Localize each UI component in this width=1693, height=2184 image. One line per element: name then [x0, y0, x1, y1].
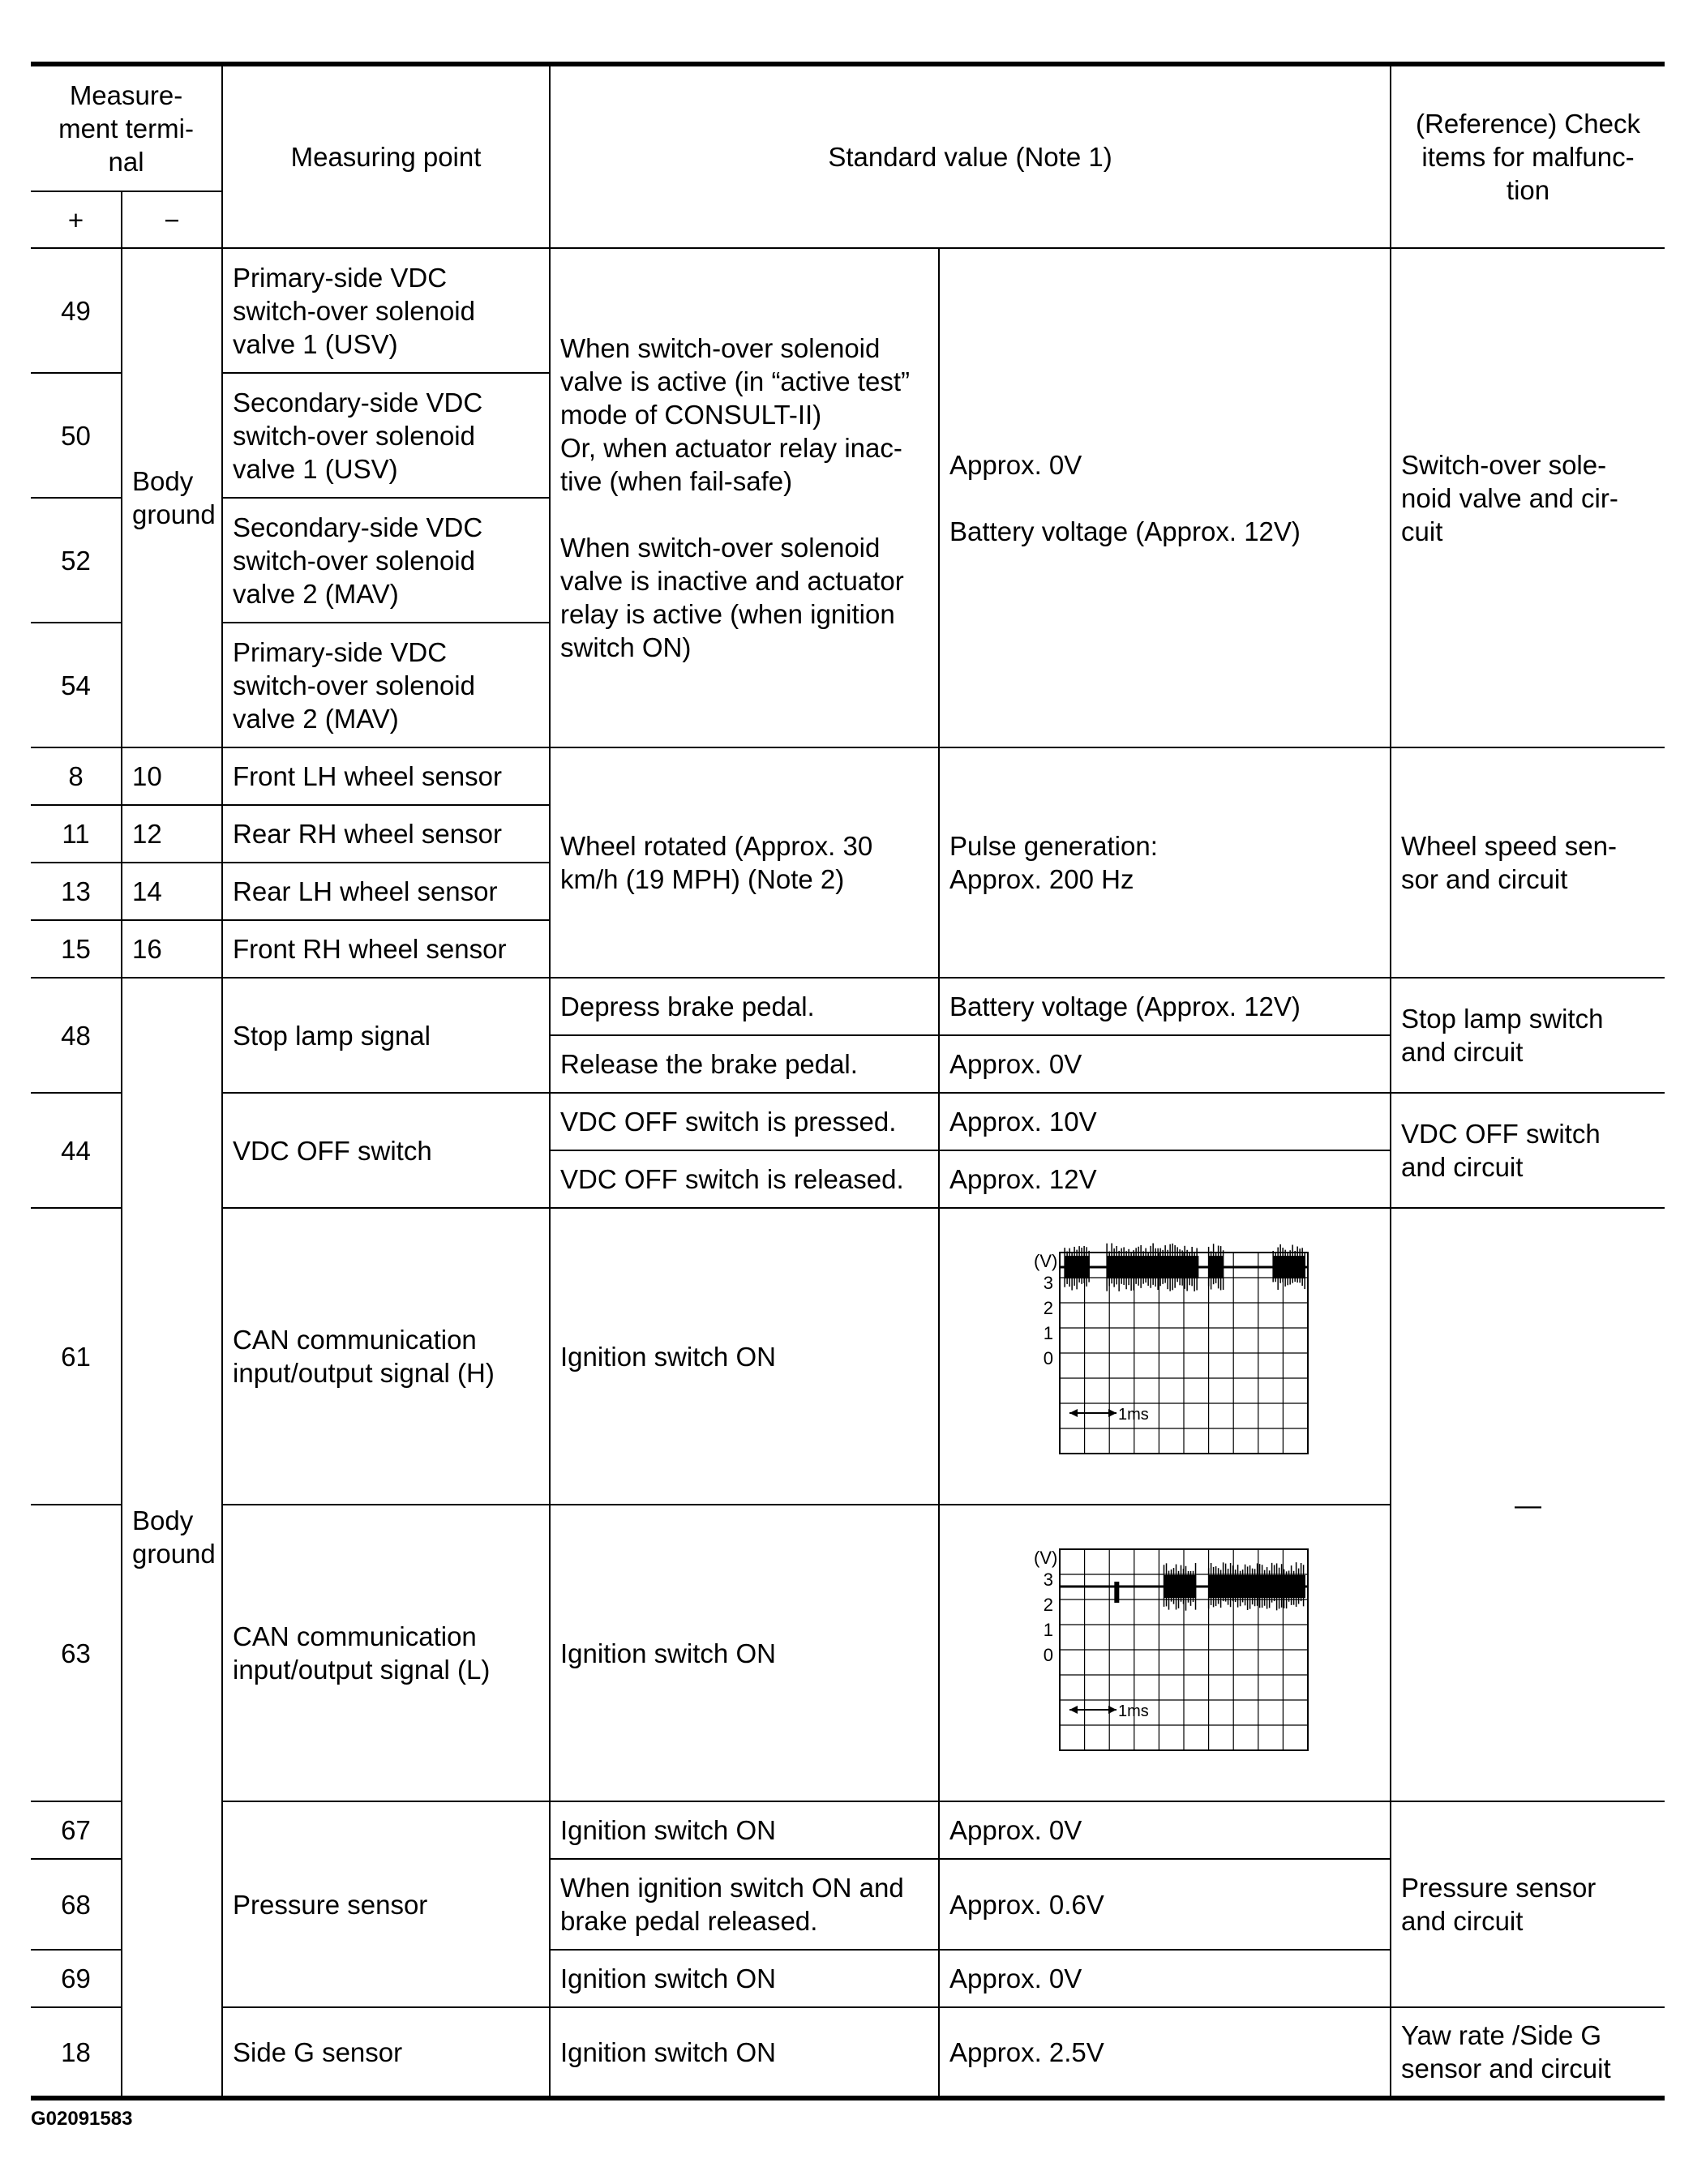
terminal-plus: 49: [31, 248, 122, 373]
standard-value: Approx. 0V: [939, 1801, 1391, 1859]
condition: Ignition switch ON: [550, 1505, 939, 1801]
check-item: Pressure sensor and circuit: [1391, 1801, 1665, 2007]
header-standard-value: Standard value (Note 1): [550, 64, 1391, 248]
header-measuring-point: Measuring point: [222, 64, 550, 248]
condition: When ignition switch ON and brake pedal released.: [550, 1859, 939, 1950]
figure-code: G02091583: [31, 2108, 133, 2130]
terminal-plus: 67: [31, 1801, 122, 1859]
header-plus: +: [31, 191, 122, 248]
standard-value: Approx. 0V: [939, 1950, 1391, 2007]
wheel-check: Wheel speed sen- sor and circuit: [1391, 747, 1665, 978]
condition: Ignition switch ON: [550, 1208, 939, 1505]
can-check-item: —: [1391, 1208, 1665, 1801]
check-item: Yaw rate /Side G sensor and circuit: [1391, 2007, 1665, 2098]
graph-y-tick: 1: [1043, 1620, 1053, 1640]
check-item: Stop lamp switch and circuit: [1391, 978, 1665, 1093]
time-scale-arrow: [1069, 1706, 1117, 1714]
terminal-plus: 52: [31, 498, 122, 623]
spec-document: [31, 62, 1665, 2100]
body-ground-lower: Body ground: [122, 978, 222, 2098]
terminal-plus: 68: [31, 1859, 122, 1950]
time-scale-label: 1ms: [1117, 1406, 1149, 1424]
header-check-items: (Reference) Check items for malfunc- tion: [1391, 64, 1665, 248]
graph-y-tick: 0: [1043, 1645, 1053, 1665]
terminal-plus: 69: [31, 1950, 122, 2007]
can-l-waveform: [1019, 1540, 1311, 1766]
terminal-minus: 14: [122, 863, 222, 920]
wheel-value: Pulse generation: Approx. 200 Hz: [939, 747, 1391, 978]
can-h-waveform-cell: [939, 1208, 1391, 1505]
terminal-plus: 50: [31, 373, 122, 498]
standard-value: Approx. 0.6V: [939, 1859, 1391, 1950]
terminal-minus: 10: [122, 747, 222, 805]
graph-y-tick: 0: [1043, 1348, 1053, 1368]
terminal-minus: 12: [122, 805, 222, 863]
graph-y-tick: 2: [1043, 1595, 1053, 1615]
can-l-trace: [1060, 1562, 1308, 1611]
standard-value: Approx. 0V: [939, 1035, 1391, 1093]
standard-value: Battery voltage (Approx. 12V): [939, 978, 1391, 1035]
condition: VDC OFF switch is released.: [550, 1150, 939, 1208]
measuring-point: VDC OFF switch: [222, 1093, 550, 1208]
graph-unit-label: (V): [1033, 1548, 1057, 1568]
condition: VDC OFF switch is pressed.: [550, 1093, 939, 1150]
terminal-plus: 63: [31, 1505, 122, 1801]
usv-condition: When switch-over solenoid valve is active (in “active test” mode of CONSULT-II) Or, when actuator relay inac- tive (when fail-safe) When switch-over solenoid valve is inactive and actuator relay is active (when ignition switch ON): [550, 248, 939, 747]
terminal-plus: 44: [31, 1093, 122, 1208]
terminal-spec-table: [31, 62, 1665, 2100]
standard-value: Approx. 2.5V: [939, 2007, 1391, 2098]
terminal-plus: 8: [31, 747, 122, 805]
graph-y-tick: 1: [1043, 1323, 1053, 1343]
check-item: VDC OFF switch and circuit: [1391, 1093, 1665, 1208]
terminal-plus: 15: [31, 920, 122, 978]
terminal-plus: 11: [31, 805, 122, 863]
measuring-point: Stop lamp signal: [222, 978, 550, 1093]
measuring-point: CAN communication input/output signal (H): [222, 1208, 550, 1505]
terminal-plus: 13: [31, 863, 122, 920]
measuring-point: Secondary-side VDC switch-over solenoid valve 1 (USV): [222, 373, 550, 498]
graph-y-tick: 3: [1043, 1273, 1053, 1293]
measuring-point: Primary-side VDC switch-over solenoid valve 2 (MAV): [222, 623, 550, 747]
graph-grid: [1060, 1253, 1308, 1454]
can-l-waveform-cell: [939, 1505, 1391, 1801]
body-ground-upper: Body ground: [122, 248, 222, 747]
graph-unit-label: (V): [1033, 1251, 1057, 1271]
terminal-minus: 16: [122, 920, 222, 978]
condition: Ignition switch ON: [550, 1950, 939, 2007]
measuring-point: Primary-side VDC switch-over solenoid valve 1 (USV): [222, 248, 550, 373]
measuring-point: CAN communication input/output signal (L): [222, 1505, 550, 1801]
measuring-point: Front LH wheel sensor: [222, 747, 550, 805]
terminal-plus: 18: [31, 2007, 122, 2098]
terminal-plus: 48: [31, 978, 122, 1093]
wheel-condition: Wheel rotated (Approx. 30 km/h (19 MPH) (Note 2): [550, 747, 939, 978]
terminal-plus: 61: [31, 1208, 122, 1505]
condition: Ignition switch ON: [550, 1801, 939, 1859]
measuring-point: Rear LH wheel sensor: [222, 863, 550, 920]
measuring-point: Pressure sensor: [222, 1801, 550, 2007]
time-scale-arrow: [1069, 1409, 1117, 1417]
usv-value: Approx. 0V Battery voltage (Approx. 12V): [939, 248, 1391, 747]
standard-value: Approx. 12V: [939, 1150, 1391, 1208]
standard-value: Approx. 10V: [939, 1093, 1391, 1150]
terminal-plus: 54: [31, 623, 122, 747]
condition: Ignition switch ON: [550, 2007, 939, 2098]
usv-check: Switch-over sole- noid valve and cir- cuit: [1391, 248, 1665, 747]
measuring-point: Secondary-side VDC switch-over solenoid valve 2 (MAV): [222, 498, 550, 623]
condition: Release the brake pedal.: [550, 1035, 939, 1093]
graph-y-tick: 2: [1043, 1298, 1053, 1318]
condition: Depress brake pedal.: [550, 978, 939, 1035]
measuring-point: Front RH wheel sensor: [222, 920, 550, 978]
graph-y-tick: 3: [1043, 1569, 1053, 1590]
header-terminal-text: Measure- ment termi- nal: [58, 80, 194, 177]
header-terminal: [31, 64, 222, 191]
can-h-waveform: [1019, 1243, 1311, 1470]
time-scale-label: 1ms: [1117, 1702, 1149, 1720]
header-minus: −: [122, 191, 222, 248]
measuring-point: Side G sensor: [222, 2007, 550, 2098]
measuring-point: Rear RH wheel sensor: [222, 805, 550, 863]
